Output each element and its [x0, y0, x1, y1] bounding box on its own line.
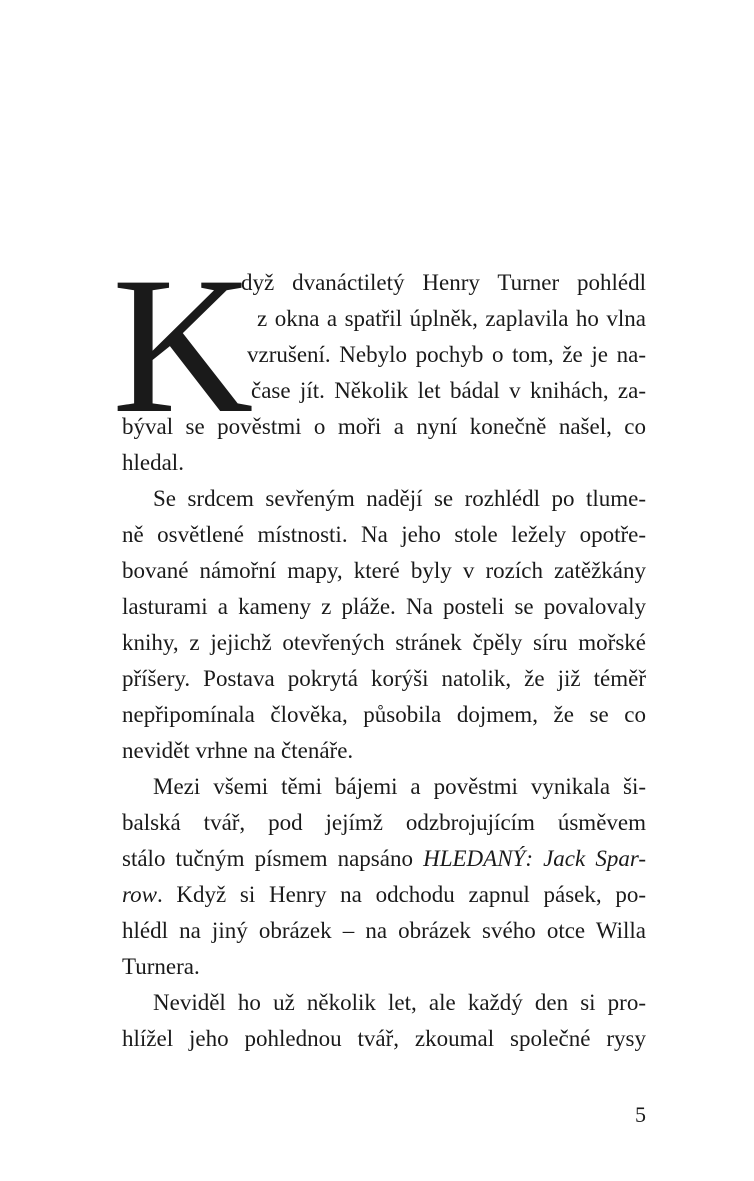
text-line: hlédl na jiný obrázek – na obrázek svého otce Willa [122, 918, 646, 943]
italic-text: row [122, 882, 157, 907]
text-line: dyž dvanáctiletý Henry Turner pohlédl [241, 270, 646, 295]
drop-cap-letter: K [112, 237, 252, 454]
text-line: z okna a spatřil úplněk, zaplavila ho vlna [257, 306, 646, 331]
text-line: lasturami a kameny z pláže. Na posteli se povalovaly [122, 594, 646, 619]
text-span: stálo tučným písmem napsáno [122, 846, 424, 871]
text-line: hlížel jeho pohlednou tvář, zkoumal společné rysy [122, 1026, 646, 1051]
text-span: . Když si Henry na odchodu zapnul pásek, po- [156, 882, 646, 907]
text-line: Turnera. [122, 954, 200, 979]
text-line: Neviděl ho už několik let, ale každý den si pro- [153, 990, 646, 1015]
text-line: hledal. [122, 450, 184, 475]
text-line: býval se pověstmi o moři a nyní konečně našel, co [122, 414, 646, 439]
text-line: vzrušení. Nebylo pochyb o tom, že je na- [247, 342, 646, 367]
text-line: příšery. Postava pokrytá korýši natolik, že již téměř [122, 666, 646, 691]
text-line: ně osvětlené místnosti. Na jeho stole ležely opotře- [122, 522, 646, 547]
text-line: Mezi všemi těmi bájemi a pověstmi vynikala ši- [153, 774, 646, 799]
text-line [122, 841, 646, 877]
text-line [122, 877, 646, 913]
text-line: čase jít. Několik let bádal v knihách, za- [251, 378, 646, 403]
text-line: bované námořní mapy, které byly v rozích zatěžkány [122, 558, 646, 583]
text-line: nepřipomínala člověka, působila dojmem, že se co [122, 702, 646, 727]
text-line: nevidět vrhne na čtenáře. [122, 738, 354, 763]
text-line: knihy, z jejichž otevřených stránek čpěly síru mořské [122, 630, 646, 655]
page-number: 5 [635, 1102, 646, 1127]
text-line: Se srdcem sevřeným nadějí se rozhlédl po tlume- [153, 486, 646, 511]
text-line: balská tvář, pod jejímž odzbrojujícím úsměvem [122, 810, 646, 835]
italic-text: HLEDANÝ: Jack Spar- [423, 846, 646, 871]
